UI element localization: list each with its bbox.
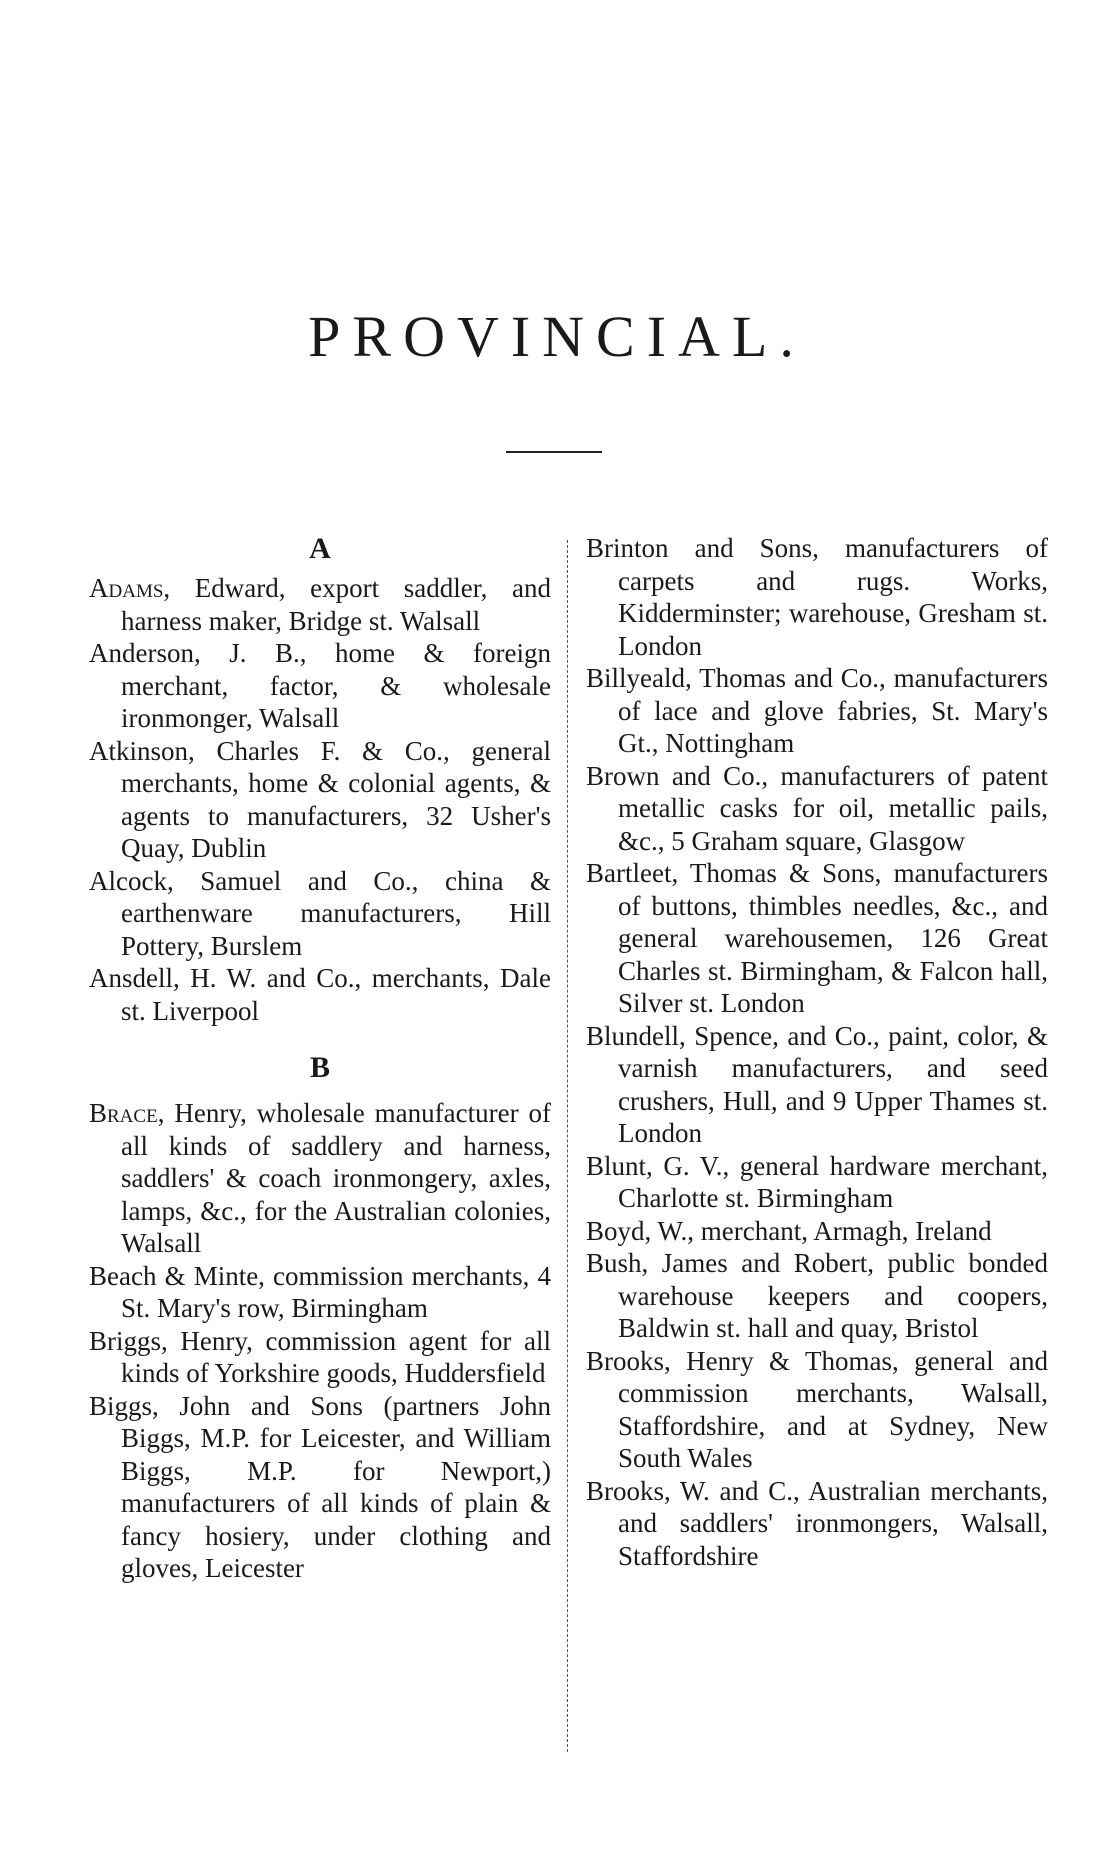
directory-entry	[89, 865, 551, 963]
entry-text: Bush, James and Robert, public bonded warehouse keepers and coopers, Baldwin st. hall and quay, Bristol	[586, 1248, 1048, 1343]
entry-text: Brinton and Sons, manufacturers of carpets and rugs. Works, Kidderminster; warehouse, Gresham st. London	[586, 533, 1048, 661]
entry-lead: Brace	[89, 1098, 158, 1128]
directory-entry	[89, 637, 551, 735]
page-title: PROVINCIAL.	[308, 304, 806, 369]
right-column	[586, 532, 1048, 1572]
entry-text: Boyd, W., merchant, Armagh, Ireland	[586, 1215, 992, 1246]
entry-text: Brooks, W. and C., Australian merchants, and saddlers' ironmongers, Walsall, Staffordshire	[586, 1475, 1048, 1571]
entry-text: Alcock, Samuel and Co., china & earthenware manufacturers, Hill Pottery, Burslem	[89, 865, 551, 961]
directory-entry	[586, 1475, 1048, 1573]
directory-entry	[586, 662, 1048, 760]
entry-text: Bartleet, Thomas & Sons, manufacturers of buttons, thimbles needles, &c., and general warehousemen, 126 Great Charles st. Birmingham, & Falcon hall, Silver st. London	[586, 858, 1048, 1018]
entry-text: Blunt, G. V., general hardware merchant, Charlotte st. Birmingham	[586, 1150, 1048, 1213]
entry-text: , Edward, export saddler, and harness maker, Bridge st. Walsall	[121, 573, 551, 636]
entry-text: Atkinson, Charles F. & Co., general merchants, home & colonial agents, & agents to manufacturers, 32 Usher's Quay, Dublin	[89, 735, 551, 863]
entry-text: Anderson, J. B., home & foreign merchant, factor, & wholesale ironmonger, Walsall	[89, 638, 551, 733]
directory-entry	[586, 1345, 1048, 1475]
entry-text: Biggs, John and Sons (partners John Biggs, M.P. for Leicester, and William Biggs, M.P. for Newport,) manufacturers of all kinds of plain & fancy hosiery, under clothing and gloves, Leicester	[89, 1390, 551, 1583]
entry-text: Beach & Minte, commission merchants, 4 St. Mary's row, Birmingham	[89, 1260, 551, 1323]
section-letter-a: A	[309, 532, 331, 565]
section-letter-b: B	[309, 1051, 330, 1084]
directory-entry	[586, 1215, 1048, 1248]
left-column	[89, 532, 551, 1585]
entry-text: Brown and Co., manufacturers of patent metallic casks for oil, metallic pails, &c., 5 Graham square, Glasgow	[586, 760, 1048, 856]
entry-text: , Henry, wholesale manufacturer of all kinds of saddlery and harness, saddlers' & coach ironmongery, axles, lamps, &c., for the Australian colonies, Walsall	[121, 1098, 551, 1258]
directory-entry	[586, 1150, 1048, 1215]
directory-entry	[89, 572, 551, 637]
directory-entry	[586, 532, 1048, 662]
column-divider	[567, 540, 568, 1752]
directory-entry	[586, 857, 1048, 1020]
directory-entry	[586, 1247, 1048, 1345]
directory-entry	[89, 1325, 551, 1390]
entry-text: Brooks, Henry & Thomas, general and commission merchants, Walsall, Staffordshire, and at Sydney, New South Wales	[586, 1345, 1048, 1473]
directory-entry	[89, 735, 551, 865]
directory-entry	[89, 962, 551, 1027]
directory-entry	[89, 1097, 551, 1260]
directory-entry	[586, 760, 1048, 858]
entry-text: Briggs, Henry, commission agent for all kinds of Yorkshire goods, Huddersfield	[89, 1325, 551, 1388]
directory-entry	[89, 1260, 551, 1325]
entry-lead: Adams	[89, 573, 164, 603]
title-rule	[506, 451, 602, 453]
directory-entry	[586, 1020, 1048, 1150]
entry-text: Ansdell, H. W. and Co., merchants, Dale st. Liverpool	[89, 963, 551, 1026]
directory-entry	[89, 1390, 551, 1585]
entry-text: Billyeald, Thomas and Co., manufacturers of lace and glove fabries, St. Mary's Gt., Nottingham	[586, 663, 1048, 758]
entry-text: Blundell, Spence, and Co., paint, color, & varnish manufacturers, and seed crushers, Hull, and 9 Upper Thames st. London	[586, 1020, 1048, 1148]
